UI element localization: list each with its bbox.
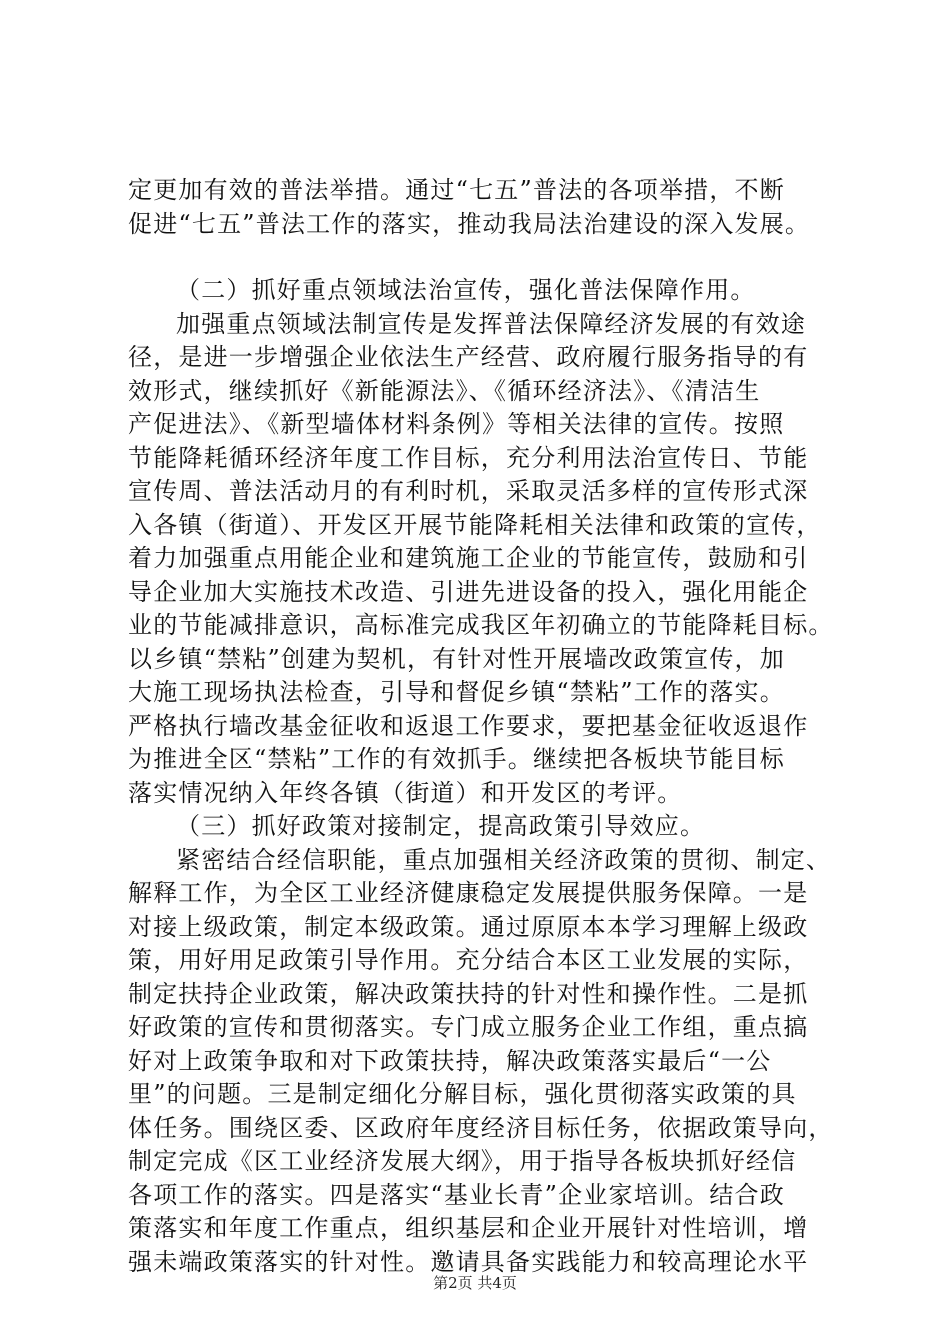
- text-line: 对接上级政策，制定本级政策。通过原原本本学习理解上级政: [128, 912, 809, 941]
- text-line: 策落实和年度工作重点，组织基层和企业开展针对性培训，增: [128, 1214, 809, 1242]
- text-line: 为推进全区“禁粘”工作的有效抓手。继续把各板块节能目标: [128, 745, 785, 773]
- text-line: 策，用好用足政策引导作用。充分结合本区工业发展的实际，: [128, 946, 809, 974]
- text-line: 加强重点领域法制宣传是发挥普法保障经济发展的有效途: [176, 309, 806, 338]
- section-heading-2: （二）抓好重点领域法治宣传，强化普法保障作用。: [176, 276, 756, 304]
- text-line: 体任务。围绕区委、区政府年度经济目标任务，依据政策导向，: [128, 1113, 834, 1142]
- text-line: 以乡镇“禁粘”创建为契机，有针对性开展墙改政策宣传，加: [128, 644, 785, 673]
- text-line: 径，是进一步增强企业依法生产经营、政府履行服务指导的有: [128, 343, 809, 371]
- text-line: 里”的问题。三是制定细化分解目标，强化贯彻落实政策的具: [128, 1080, 797, 1108]
- text-line: 节能降耗循环经济年度工作目标，充分利用法治宣传日、节能: [128, 443, 809, 472]
- text-line: 定更加有效的普法举措。通过“七五”普法的各项举措，不断: [128, 176, 785, 204]
- text-line: 解释工作，为全区工业经济健康稳定发展提供服务保障。一是: [128, 879, 809, 907]
- text-line: 制定完成《区工业经济发展大纲》，用于指导各板块抓好经信: [128, 1147, 797, 1175]
- text-line: 各项工作的落实。四是落实“基业长青”企业家培训。结合政: [128, 1180, 785, 1209]
- text-line: 业的节能减排意识，高标准完成我区年初确立的节能降耗目标。: [128, 611, 834, 639]
- text-line: 大施工现场执法检查，引导和督促乡镇“禁粘”工作的落实。: [128, 678, 785, 706]
- text-line: 促进“七五”普法工作的落实，推动我局法治建设的深入发展。: [128, 209, 811, 238]
- text-line: 好政策的宣传和贯彻落实。专门成立服务企业工作组，重点搞: [128, 1013, 809, 1041]
- paragraph-gap: [128, 241, 828, 274]
- text-line: 强未端政策落实的针对性。邀请具备实践能力和较高理论水平: [128, 1247, 809, 1276]
- text-line: 产促进法》、《新型墙体材料条例》等相关法律的宣传。按照: [128, 410, 785, 438]
- text-line: 效形式，继续抓好《新能源法》、《循环经济法》、《清洁生: [128, 376, 761, 405]
- document-body: [128, 174, 834, 1279]
- text-line: 好对上政策争取和对下政策扶持，解决政策落实最后“一公: [128, 1046, 772, 1075]
- text-line: 着力加强重点用能企业和建筑施工企业的节能宣传，鼓励和引: [128, 544, 809, 572]
- text-line: 严格执行墙改基金征收和返退工作要求，要把基金征收返退作: [128, 711, 809, 740]
- section-heading-3: （三）抓好政策对接制定，提高政策引导效应。: [176, 812, 706, 840]
- text-line: 入各镇（街道）、开发区开展节能降耗相关法律和政策的宣传，: [128, 510, 822, 539]
- page-footer: 第2页 共4页: [433, 1274, 517, 1292]
- text-line: 制定扶持企业政策，解决政策扶持的针对性和操作性。二是抓: [128, 979, 809, 1008]
- text-line: 落实情况纳入年终各镇（街道）和开发区的考评。: [128, 778, 683, 807]
- text-line: 紧密结合经信职能，重点加强相关经济政策的贯彻、制定、: [176, 845, 832, 874]
- text-line: 宣传周、普法活动月的有利时机，采取灵活多样的宣传形式深: [128, 477, 809, 505]
- text-line: 导企业加大实施技术改造、引进先进设备的投入，强化用能企: [128, 577, 809, 606]
